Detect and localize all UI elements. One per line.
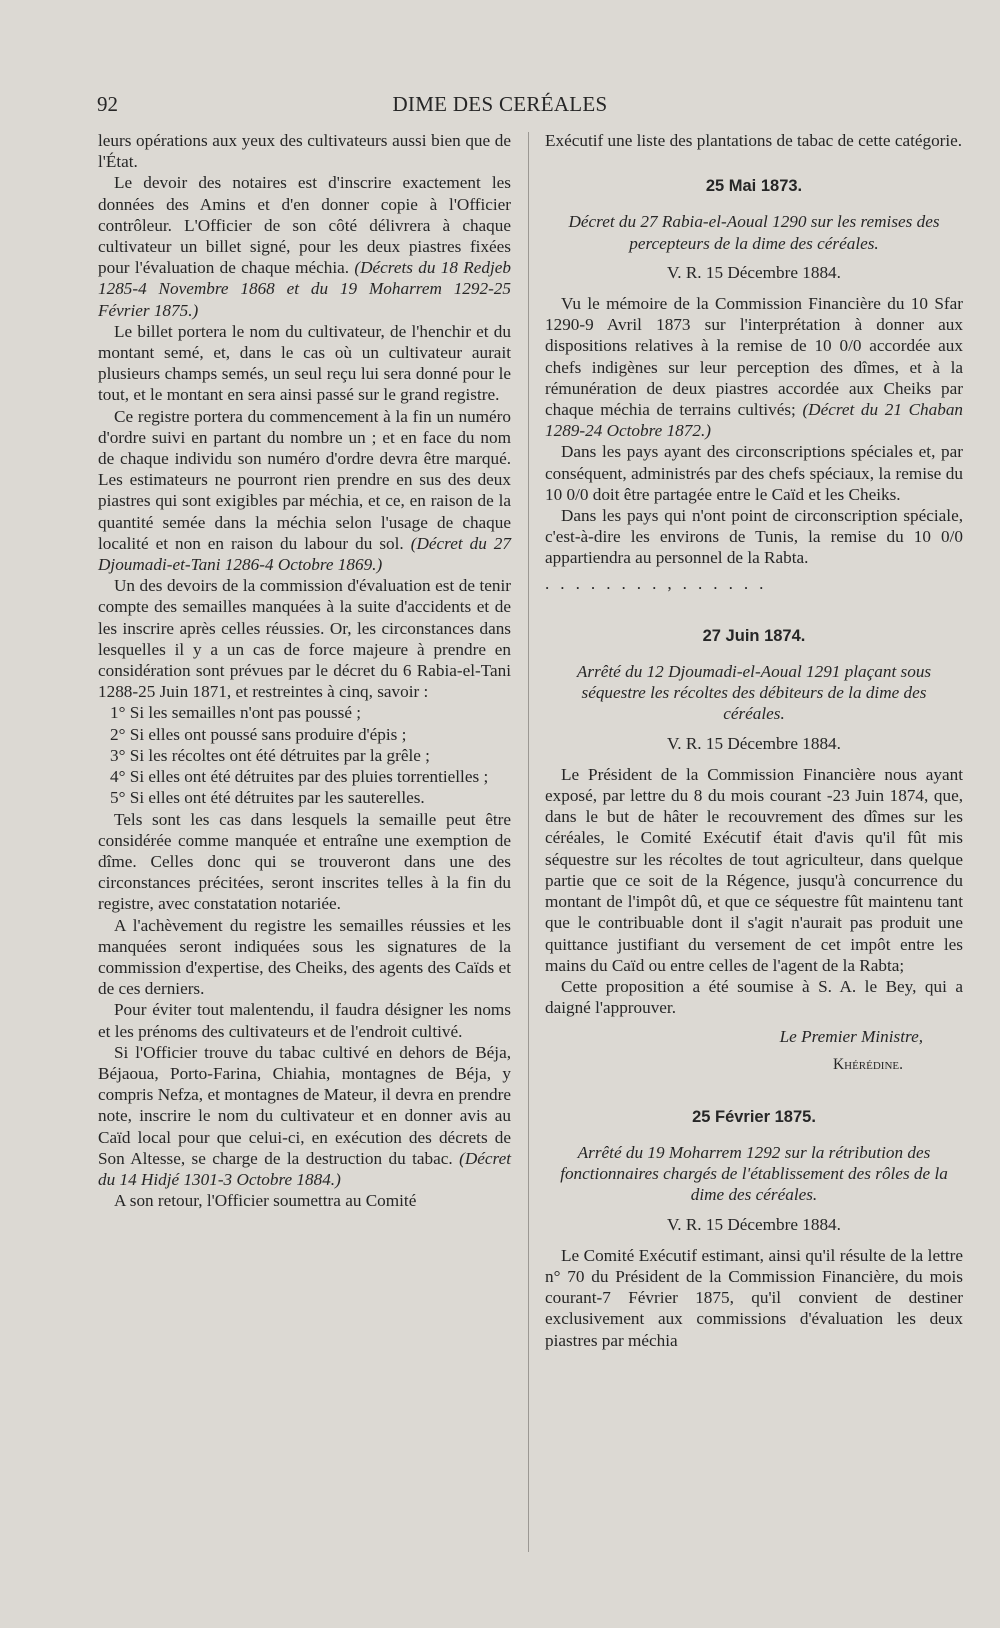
- section-1873: [545, 176, 963, 594]
- list-item: 1° Si les semailles n'ont pas poussé ;: [110, 703, 362, 723]
- signature-name: Khérédine.: [832, 1055, 903, 1073]
- list-item: 4° Si elles ont été détruites par des pluies torrentielles ;: [110, 767, 489, 787]
- section-1875: [545, 1107, 963, 1351]
- paragraph: Le devoir des notaires est d'inscrire exactement les données des Amins et d'en donner copie à l'Officier contrôleur. L'Officier de son côté délivrera à chaque cultivateur un billet signé, pour les deux piastres fixées pour l'évaluation de chaque méchia. (Décrets du 18 Redjeb 1285-4 Novembre 1868 et du 19 Moharrem 1292-25 Février 1875.): [98, 173, 512, 320]
- right-column: [545, 130, 963, 1351]
- section-date: 25 Mai 1873.: [705, 177, 803, 196]
- paragraph: Le Comité Exécutif estimant, ainsi qu'il résulte de la lettre n° 70 du Président de la Commission Financière, du mois courant-7 Février 1875, qu'il convient de destiner exclusivement aux commissions d'évaluation les deux piastres par méchia: [545, 1245, 963, 1350]
- section-1874: [545, 626, 963, 1075]
- page-number: 92: [97, 92, 118, 116]
- paragraph: Le billet portera le nom du cultivateur, de l'henchir et du montant semé, et, dans le cas où un cultivateur aurait plusieurs champs semés, un seul reçu lui sera donné pour le tout, et le montant en sera ainsi passé sur le grand registre.: [98, 321, 511, 405]
- running-title: DIME DES CERÉALES: [392, 92, 608, 116]
- list-item: 3° Si les récoltes ont été détruites par la grêle ;: [110, 745, 430, 765]
- list-item: 5° Si elles ont été détruites par les sauterelles.: [110, 788, 425, 808]
- cases-list: [98, 702, 511, 808]
- decree-reference: (Décret du 21 Chaban 1289-24 Octobre 1872.): [545, 400, 964, 441]
- page-header: [0, 92, 1000, 122]
- vr-reference: V. R. 15 Décembre 1884.: [667, 733, 841, 753]
- section-date: 25 Février 1875.: [692, 1107, 816, 1126]
- paragraph: Dans les pays ayant des circonscriptions spéciales et, par conséquent, administrés par des chefs spéciaux, la remise du 10 0/0 doit être partagée entre le Caïd et les Cheiks.: [545, 442, 963, 504]
- decree-title: Décret du 27 Rabia-el-Aoual 1290 sur les remises des percepteurs de la dime des céréales.: [568, 212, 940, 253]
- signature-title: Le Premier Ministre,: [779, 1027, 923, 1047]
- paragraph: Dans les pays qui n'ont point de circonscription spéciale, c'est-à-dire les environs de Tunis, la remise du 10 0/0 appartiendra au personnel de la Rabta.: [545, 506, 963, 568]
- list-item: 2° Si elles ont poussé sans produire d'épis ;: [110, 724, 407, 744]
- paragraph: A son retour, l'Officier soumettra au Comité: [114, 1191, 417, 1211]
- paragraph: Le Président de la Commission Financière nous ayant exposé, par lettre du 8 du mois courant -23 Juin 1874, que, dans le but de hâter le recouvrement des dîmes sur les céréales, le Comité Exécutif était d'avis qu'il fût mis séquestre sur les récoltes de tout agriculteur, dans quelque partie que ce soit de la Régence, jusqu'à concurrence du montant de l'impôt dû, et que ce séquestre fût maintenu tant que le contribuable dont il s'agit n'aurait pas produit une quittance justifiant du versement de cet impôt entre les mains du Caïd ou entre celles de l'agent de la Rabta;: [545, 764, 963, 975]
- paragraph: Si l'Officier trouve du tabac cultivé en dehors de Béja, Béjaoua, Porto-Farina, Chiahia, montagnes de Béja, y compris Nefza, et montagnes de Mateur, il devra en prendre note, inscrire le nom du cultivateur et en donner avis au Caïd local pour que celui-ci, en exécution des décrets de Son Altesse, se charge de la destruction du tabac. (Décret du 14 Hidjé 1301-3 Octobre 1884.): [98, 1042, 511, 1189]
- vr-reference: V. R. 15 Décembre 1884.: [667, 262, 841, 282]
- decree-title: Arrêté du 12 Djoumadi-el-Aoual 1291 plaçant sous séquestre les récoltes des débiteurs de la dime des céréales.: [576, 662, 932, 724]
- decree-reference: (Décrets du 18 Redjeb 1285-4 Novembre 1868 et du 19 Moharrem 1292-25 Février 1875.): [98, 258, 512, 320]
- paragraph: A l'achèvement du registre les semailles réussies et les manquées seront indiquées sous les signatures de la commission d'expertise, des Cheiks, des agents des Caïds et de ces derniers.: [98, 915, 511, 999]
- dots-separator: ........,......: [545, 573, 775, 593]
- column-divider: [528, 132, 529, 1552]
- paragraph: Tels sont les cas dans lesquels la semaille peut être considérée comme manquée et entraîne une exemption de dîme. Celles donc qui se trouveront dans une des circonstances précitées, seront inscrites telles à la fin du registre, avec constatation notariée.: [98, 809, 511, 914]
- paragraph: Un des devoirs de la commission d'évaluation est de tenir compte des semailles manquées à la suite d'accidents et de les inscrire après celles réussies. Or, les circonstances dans lesquelles il y a un cas de force majeure à prendre en considération sont prévues par le décret du 6 Rabia-el-Tani 1288-25 Juin 1871, et restreintes à cinq, savoir :: [98, 576, 511, 702]
- paragraph: Vu le mémoire de la Commission Financière du 10 Sfar 1290-9 Avril 1873 sur l'interprétation à donner aux dispositions relatives à la remise de 10 0/0 accordée aux chefs indigènes sur leur perception des dîmes, et à la rémunération de deux piastres accordée aux Cheiks par chaque méchia de terrains cultivés; (Décret du 21 Chaban 1289-24 Octobre 1872.): [545, 294, 964, 441]
- paragraph: Cette proposition a été soumise à S. A. le Bey, qui a daigné l'approuver.: [545, 976, 963, 1018]
- decree-reference: (Décret du 27 Djoumadi-et-Tani 1286-4 Octobre 1869.): [98, 533, 511, 575]
- paragraph: Exécutif une liste des plantations de tabac de cette catégorie.: [545, 131, 963, 150]
- section-date: 27 Juin 1874.: [702, 626, 806, 645]
- decree-reference: (Décret du 14 Hidjé 1301-3 Octobre 1884.): [98, 1148, 511, 1189]
- vr-reference: V. R. 15 Décembre 1884.: [667, 1214, 841, 1234]
- decree-title: Arrêté du 19 Moharrem 1292 sur la rétribution des fonctionnaires chargés de l'établissement des rôles de la dime des céréales.: [560, 1142, 948, 1205]
- left-column: [98, 130, 511, 1211]
- paragraph: Pour éviter tout malentendu, il faudra désigner les noms et les prénoms des cultivateurs et de l'endroit cultivé.: [98, 1000, 511, 1041]
- paragraph: Ce registre portera du commencement à la fin un numéro d'ordre suivi en partant du nombre un ; et en face du nom de chaque individu son numéro d'ordre devra être marqué. Les estimateurs ne pourront rien prendre en sus des deux piastres qui sont exigibles par méchia, et ce, en raison de la quantité semée dans la méchia selon l'usage de chaque localité et non en raison du labour du sol. (Décret du 27 Djoumadi-et-Tani 1286-4 Octobre 1869.): [98, 406, 511, 575]
- paragraph: leurs opérations aux yeux des cultivateurs aussi bien que de l'État.: [98, 131, 511, 172]
